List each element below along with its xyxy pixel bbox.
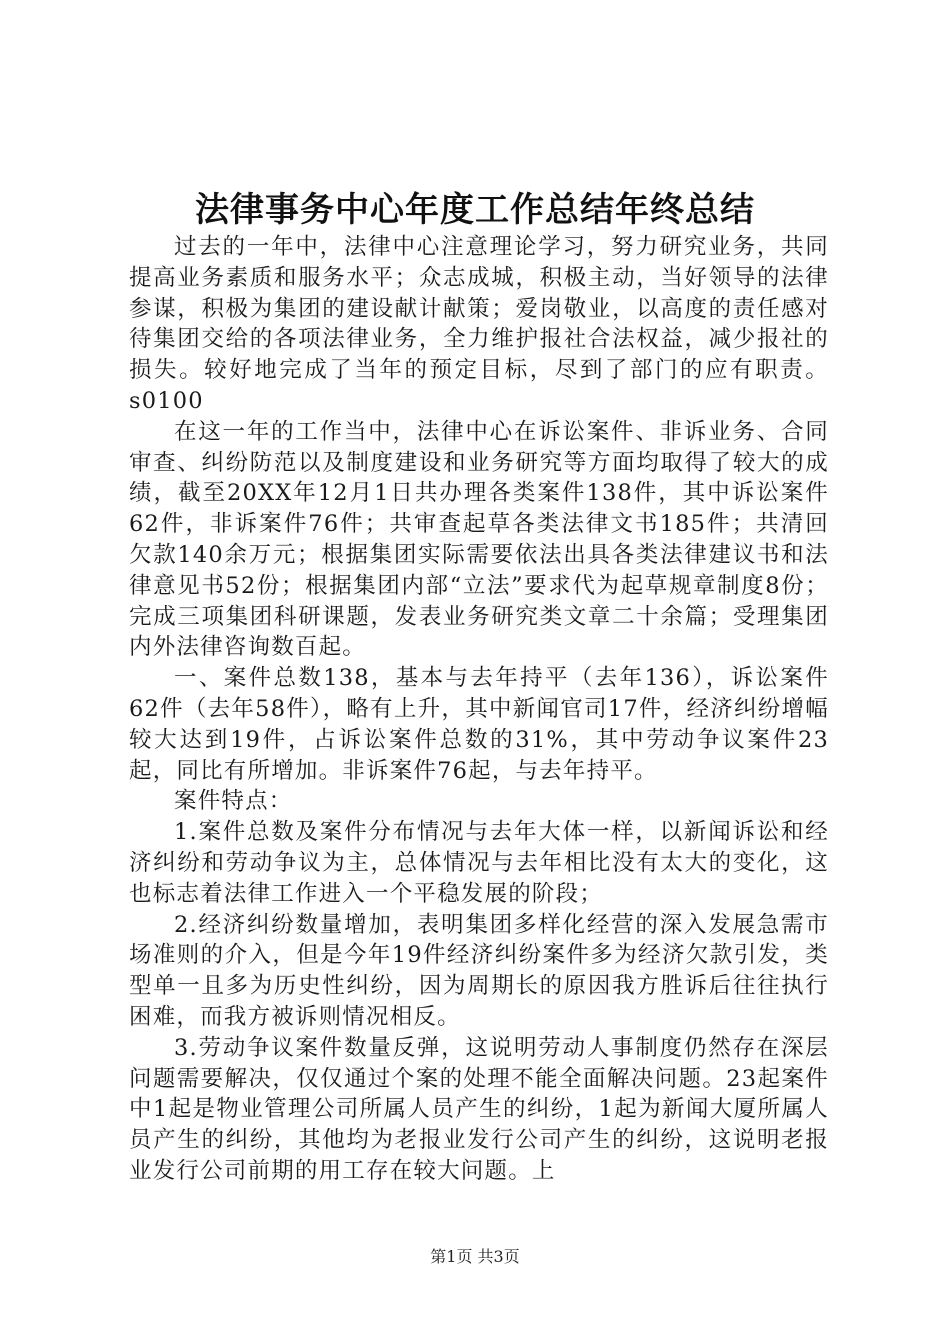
paragraph-summary: 在这一年的工作当中，法律中心在诉讼案件、非诉业务、合同审查、纠纷防范以及制度建设和业务研究等方面均取得了较大的成绩，截至20XX年12月1日共办理各类案件138件，其中诉讼案件62件，非诉案件76件；共审查起草各类法律文书185件；共清回欠款140余万元；根据集团实际需要依法出具各类法律建议书和法律意见书52份；根据集团内部“立法”要求代为起草规章制度8份；完成三项集团科研课题，发表业务研究类文章二十余篇；受理集团内外法律咨询数百起。 (129, 418, 829, 661)
paragraph-feature-2: 2.经济纠纷数量增加，表明集团多样化经营的深入发展急需市场准则的介入，但是今年19件经济纠纷案件多为经济欠款引发，类型单一且多为历史性纠纷，因为周期长的原因我方胜诉后往往执行困难，而我方被诉则情况相反。 (129, 911, 829, 1030)
paragraph-case-features-heading: 案件特点： (174, 788, 293, 815)
paragraph-feature-1: 1.案件总数及案件分布情况与去年大体一样，以新闻诉讼和经济纠纷和劳动争议为主，总体情况与去年相比没有太大的变化，这也标志着法律工作进入一个平稳发展的阶段； (129, 819, 829, 907)
document-body (129, 232, 829, 1187)
paragraph-case-totals: 一、案件总数138，基本与去年持平（去年136），诉讼案件62件（去年58件），略有上升，其中新闻官司17件，经济纠纷增幅较大达到19件，占诉讼案件总数的31%，其中劳动争议案件23起，同比有所增加。非诉案件76起，与去年持平。 (129, 665, 829, 784)
paragraph-intro: 过去的一年中，法律中心注意理论学习，努力研究业务，共同提高业务素质和服务水平；众志成城，积极主动，当好领导的法律参谋，积极为集团的建设献计献策；爱岗敬业，以高度的责任感对待集团交给的各项法律业务，全力维护报社合法权益，减少报社的损失。较好地完成了当年的预定目标，尽到了部门的应有职责。s0100 (129, 234, 829, 414)
page-footer: 第1页 共3页 (430, 1247, 520, 1266)
document-title: 法律事务中心年度工作总结年终总结 (195, 190, 755, 230)
paragraph-feature-3: 3.劳动争议案件数量反弹，这说明劳动人事制度仍然存在深层问题需要解决，仅仅通过个案的处理不能全面解决问题。23起案件中1起是物业管理公司所属人员产生的纠纷，1起为新闻大厦所属人员产生的纠纷，其他均为老报业发行公司产生的纠纷，这说明老报业发行公司前期的用工存在较大问题。上 (129, 1034, 829, 1184)
